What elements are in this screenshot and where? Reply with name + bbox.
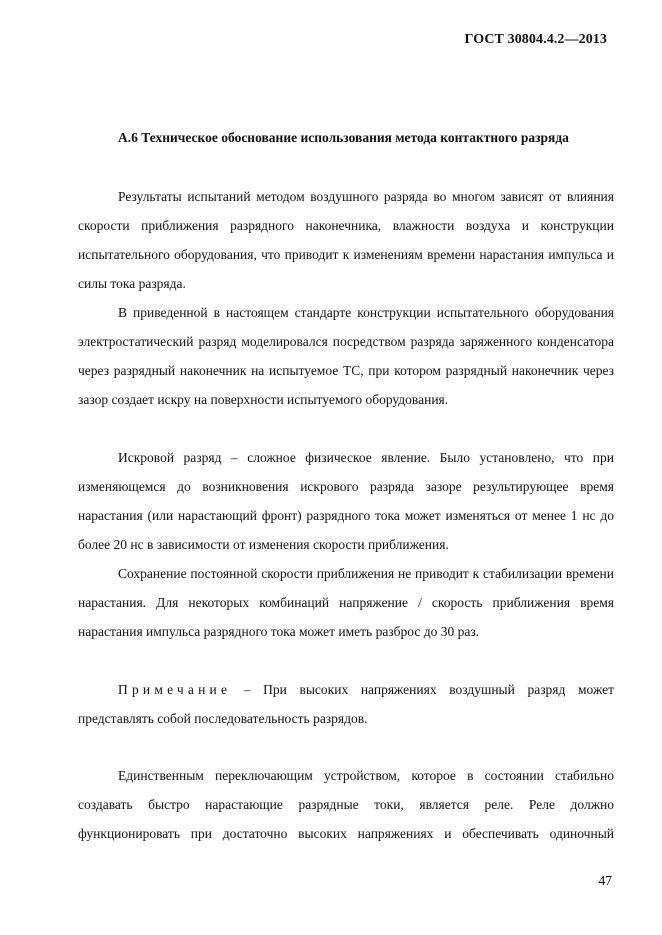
note-text: – При высоких напряжениях воздушный разряд может представлять собой последовательность разрядов.: [78, 682, 614, 726]
section-title: А.6 Техническое обоснование использования метода контактного разряда: [118, 130, 569, 145]
page-number: 47: [598, 873, 612, 888]
paragraph-5: Единственным переключающим устройством, которое в состоянии стабильно создавать быстро нарастающие разрядные токи, является реле. Реле должно функционировать при достаточно высоких напряжениях и обеспечивать одиночный: [78, 768, 614, 841]
note: [78, 675, 614, 733]
document-header: ГОСТ 30804.4.2—2013: [464, 32, 607, 47]
note-label: Примечание: [118, 682, 232, 697]
paragraph-2: В приведенной в настоящем стандарте конструкции испытательного оборудования электростатический разряд моделировался посредством разряда заряженного конденсатора через разрядный наконечник на испытуемое ТС, при котором разрядный наконечник через зазор создает искру на поверхности испытуемого оборудования.: [78, 305, 614, 407]
paragraph-4: Сохранение постоянной скорости приближения не приводит к стабилизации времени нарастания. Для некоторых комбинаций напряжение / скорость приближения время нарастания импульса разрядного тока может иметь разброс до 30 раз.: [78, 566, 614, 639]
paragraph-1: Результаты испытаний методом воздушного разряда во многом зависят от влияния скорости приближения разрядного наконечника, влажности воздуха и конструкции испытательного оборудования, что приводит к изменениям времени нарастания импульса и силы тока разряда.: [78, 189, 614, 291]
paragraph-3: Искровой разряд – сложное физическое явление. Было установлено, что при изменяющемся до возникновения искрового разряда зазоре результирующее время нарастания (или нарастающий фронт) разрядного тока может изменяться от менее 1 нс до более 20 нс в зависимости от изменения скорости приближения.: [78, 450, 614, 552]
